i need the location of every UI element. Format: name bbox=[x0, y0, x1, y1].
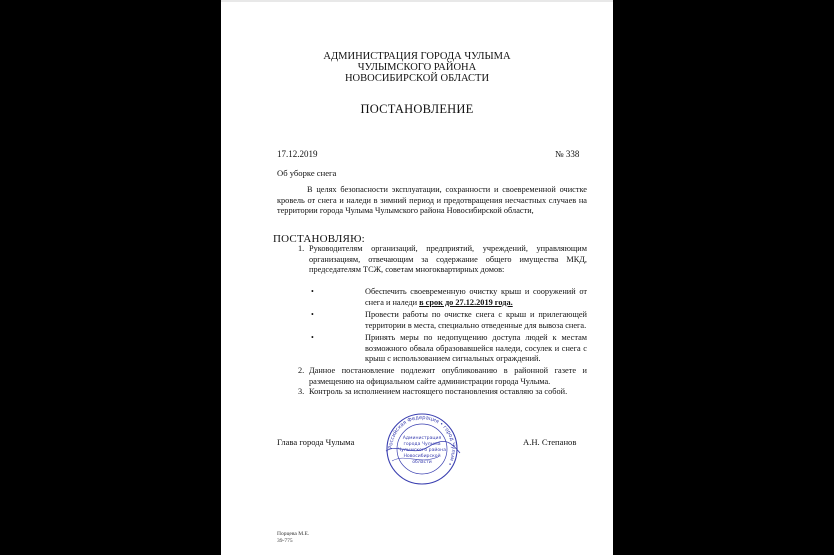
intro-text: В целях безопасности эксплуатации, сохранности и своевременной очистке кровель от снега и наледи в зимний период и предотвращения несчастных случаев на территории города Чулыма Чулымского района Новосибирской области, bbox=[277, 185, 587, 215]
item-number: 2. bbox=[298, 366, 305, 375]
item-number: 1. bbox=[298, 244, 305, 253]
seal-center-line: Администрация bbox=[402, 436, 442, 441]
bullet-icon: • bbox=[311, 310, 314, 319]
bullet-text-main: Обеспечить своевременную очистку крыш и сооружений от снега и наледи bbox=[365, 287, 587, 307]
official-seal-icon bbox=[378, 413, 466, 485]
bullet-2 bbox=[311, 310, 587, 331]
page-edge bbox=[221, 0, 613, 2]
header-line-2: ЧУЛЫМСКОГО РАЙОНА bbox=[357, 62, 477, 73]
bullet-text: Принять меры по недопущению доступа людей к местам возможного обвала образовавшейся наледи, сосулек и снега с крыш с использованием сигнальных ограждений. bbox=[365, 333, 587, 363]
seal-center-line: города Чулыма bbox=[403, 442, 441, 447]
item-1 bbox=[298, 244, 587, 276]
item-number: 3. bbox=[298, 387, 305, 396]
item-2 bbox=[298, 366, 587, 387]
header-line-3: НОВОСИБИРСКОЙ ОБЛАСТИ bbox=[344, 73, 490, 84]
bullet-text: Провести работы по очистке снега с крыш и прилегающей территории в места, специально отведенные для вывоза снега. bbox=[365, 310, 587, 330]
document-type-title: ПОСТАНОВЛЕНИЕ bbox=[360, 102, 474, 116]
item-3 bbox=[298, 387, 587, 398]
seal-center-line: области bbox=[412, 460, 432, 465]
footer-phone: 39-775 bbox=[277, 538, 293, 544]
bullet-3 bbox=[311, 333, 587, 365]
header-line-1: АДМИНИСТРАЦИЯ ГОРОДА ЧУЛЫМА bbox=[323, 51, 511, 62]
item-text: Руководителям организаций, предприятий, учреждений, управляющим организациям, отвечающим за содержание общего имущества МКД, председателям ТСЖ, советам многоквартирных домов: bbox=[309, 244, 587, 274]
document-date: 17.12.2019 bbox=[277, 149, 318, 159]
footer-author: Порцева М.Е. bbox=[277, 531, 310, 537]
bullet-icon: • bbox=[311, 333, 314, 342]
document-number: № 338 bbox=[555, 149, 580, 159]
seal-ring-text: Российская Федерация • город Чулым • bbox=[387, 414, 457, 467]
bullet-text bbox=[311, 287, 587, 308]
intro-paragraph bbox=[277, 185, 587, 217]
deadline-emphasis: в срок до 27.12.2019 года. bbox=[419, 297, 513, 307]
signatory-name: А.Н. Степанов bbox=[523, 437, 577, 447]
resolve-heading: ПОСТАНОВЛЯЮ: bbox=[273, 233, 365, 245]
item-text: Контроль за исполнением настоящего постановления оставляю за собой. bbox=[309, 387, 568, 396]
seal-center-line: Чулымского района bbox=[397, 448, 447, 453]
bullet-1 bbox=[311, 287, 587, 308]
seal-center-line: Новосибирской bbox=[403, 454, 441, 459]
signatory-position: Глава города Чулыма bbox=[277, 437, 355, 447]
document-page bbox=[221, 0, 613, 555]
document-subject: Об уборке снега bbox=[277, 168, 337, 178]
item-text: Данное постановление подлежит опубликованию в районной газете и размещению на официальном сайте администрации города Чулыма. bbox=[309, 366, 587, 386]
bullet-icon: • bbox=[311, 287, 314, 296]
